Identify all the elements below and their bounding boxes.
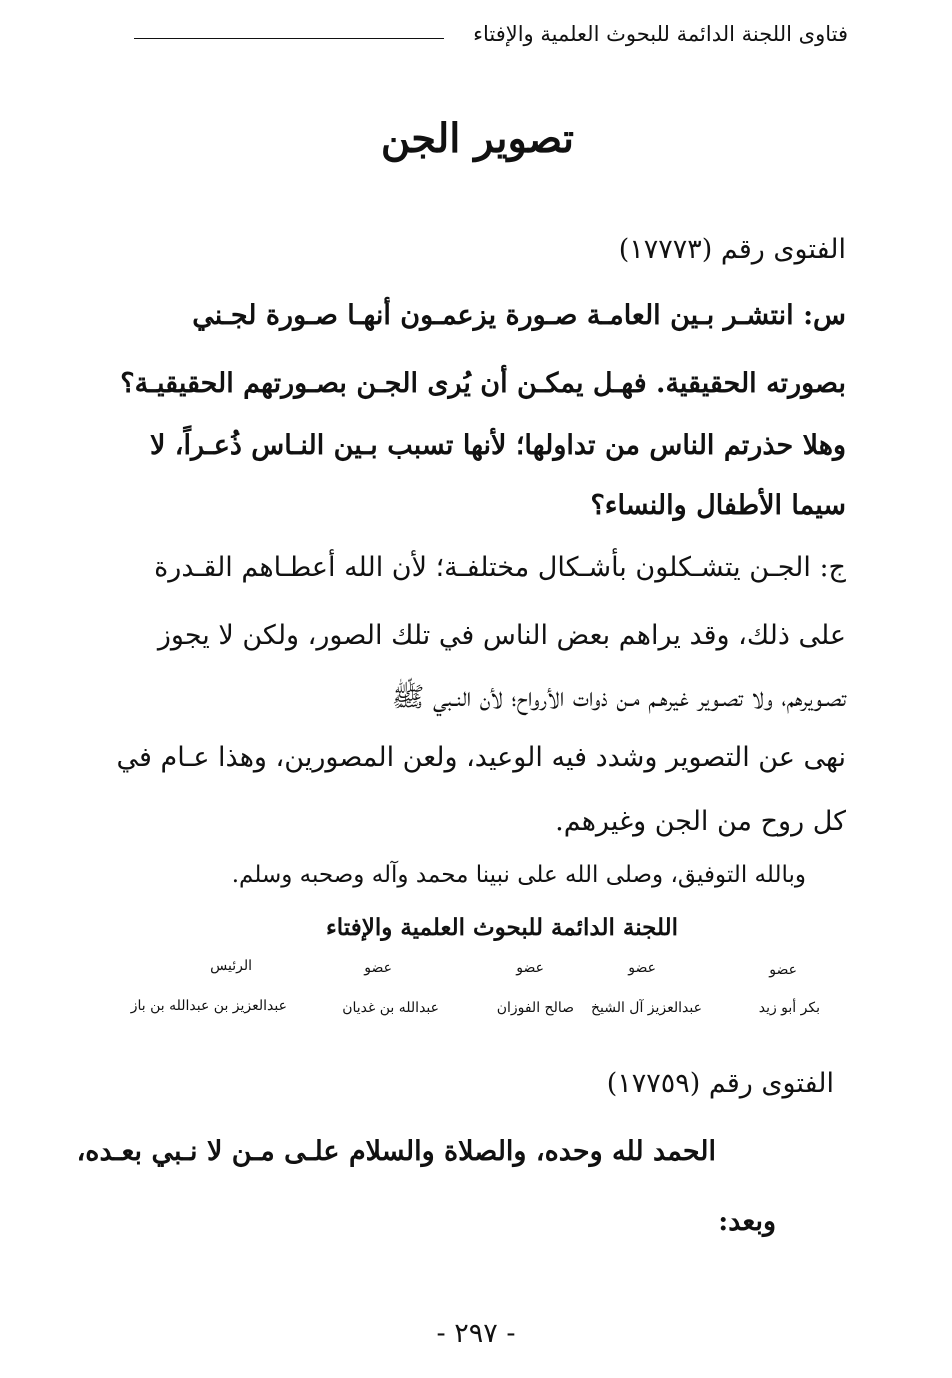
page-title: تصوير الجن	[380, 115, 574, 162]
running-header: فتاوى اللجنة الدائمة للبحوث العلمية والإفتاء	[473, 22, 848, 46]
question-line: س: انتشـر بـين العامـة صـورة يزعمـون أنهـا صـورة لجـني	[192, 300, 846, 331]
signatory-role: عضو	[769, 962, 797, 978]
answer-line: تصـويرهم، ولا تصـوير غيرهـم مـن ذوات الأرواح؛ لأن النـبي ﷺ	[391, 682, 846, 713]
question-line: بصورته الحقيقية. فهـل يمكـن أن يُرى الجـن بصـورتهم الحقيقيـة؟	[120, 368, 846, 399]
signatory-name: صالح الفوزان	[496, 1000, 574, 1016]
header-rule	[134, 38, 444, 39]
closing-line: وبالله التوفيق، وصلى الله على نبينا محمد وآله وصحبه وسلم.	[231, 862, 806, 888]
signatory-role: عضو	[364, 960, 392, 976]
fatwa-number: الفتوى رقم (١٧٧٧٣)	[618, 234, 846, 265]
answer-line: نهى عن التصوير وشدد فيه الوعيد، ولعن المصورين، وهذا عـام في	[116, 742, 846, 773]
intro-line: الحمد لله وحده، والصلاة والسلام علـى مـن لا نـبي بعـده،	[76, 1136, 716, 1167]
signatory-role: عضو	[516, 960, 544, 976]
signatory-role: الرئيس	[210, 958, 252, 974]
answer-line: ج: الجـن يتشـكلون بأشـكال مختلفـة؛ لأن الله أعطـاهم القـدرة	[154, 552, 846, 583]
page-number: - ٢٩٧ -	[436, 1318, 516, 1349]
question-line: سيما الأطفال والنساء؟	[590, 490, 846, 521]
signatory-name: عبدالعزيز آل الشيخ	[590, 1000, 702, 1016]
committee-name: اللجنة الدائمة للبحوث العلمية والإفتاء	[325, 914, 678, 941]
intro-line: وبعد:	[718, 1206, 776, 1237]
fatwa-number: الفتوى رقم (١٧٧٥٩)	[606, 1068, 834, 1099]
signatory-name: عبدالله بن غديان	[342, 1000, 439, 1016]
answer-line: كل روح من الجن وغيرهم.	[555, 806, 846, 837]
question-line: وهلا حذرتم الناس من تداولها؛ لأنها تسبب بـين النـاس ذُعـراً، لا	[149, 430, 846, 461]
signatory-name: عبدالعزيز بن عبدالله بن باز	[130, 998, 287, 1014]
answer-line: على ذلك، وقد يراهم بعض الناس في تلك الصور، ولكن لا يجوز	[157, 620, 846, 651]
signatory-name: بكر أبو زيد	[758, 1000, 820, 1016]
signatory-role: عضو	[628, 960, 656, 976]
